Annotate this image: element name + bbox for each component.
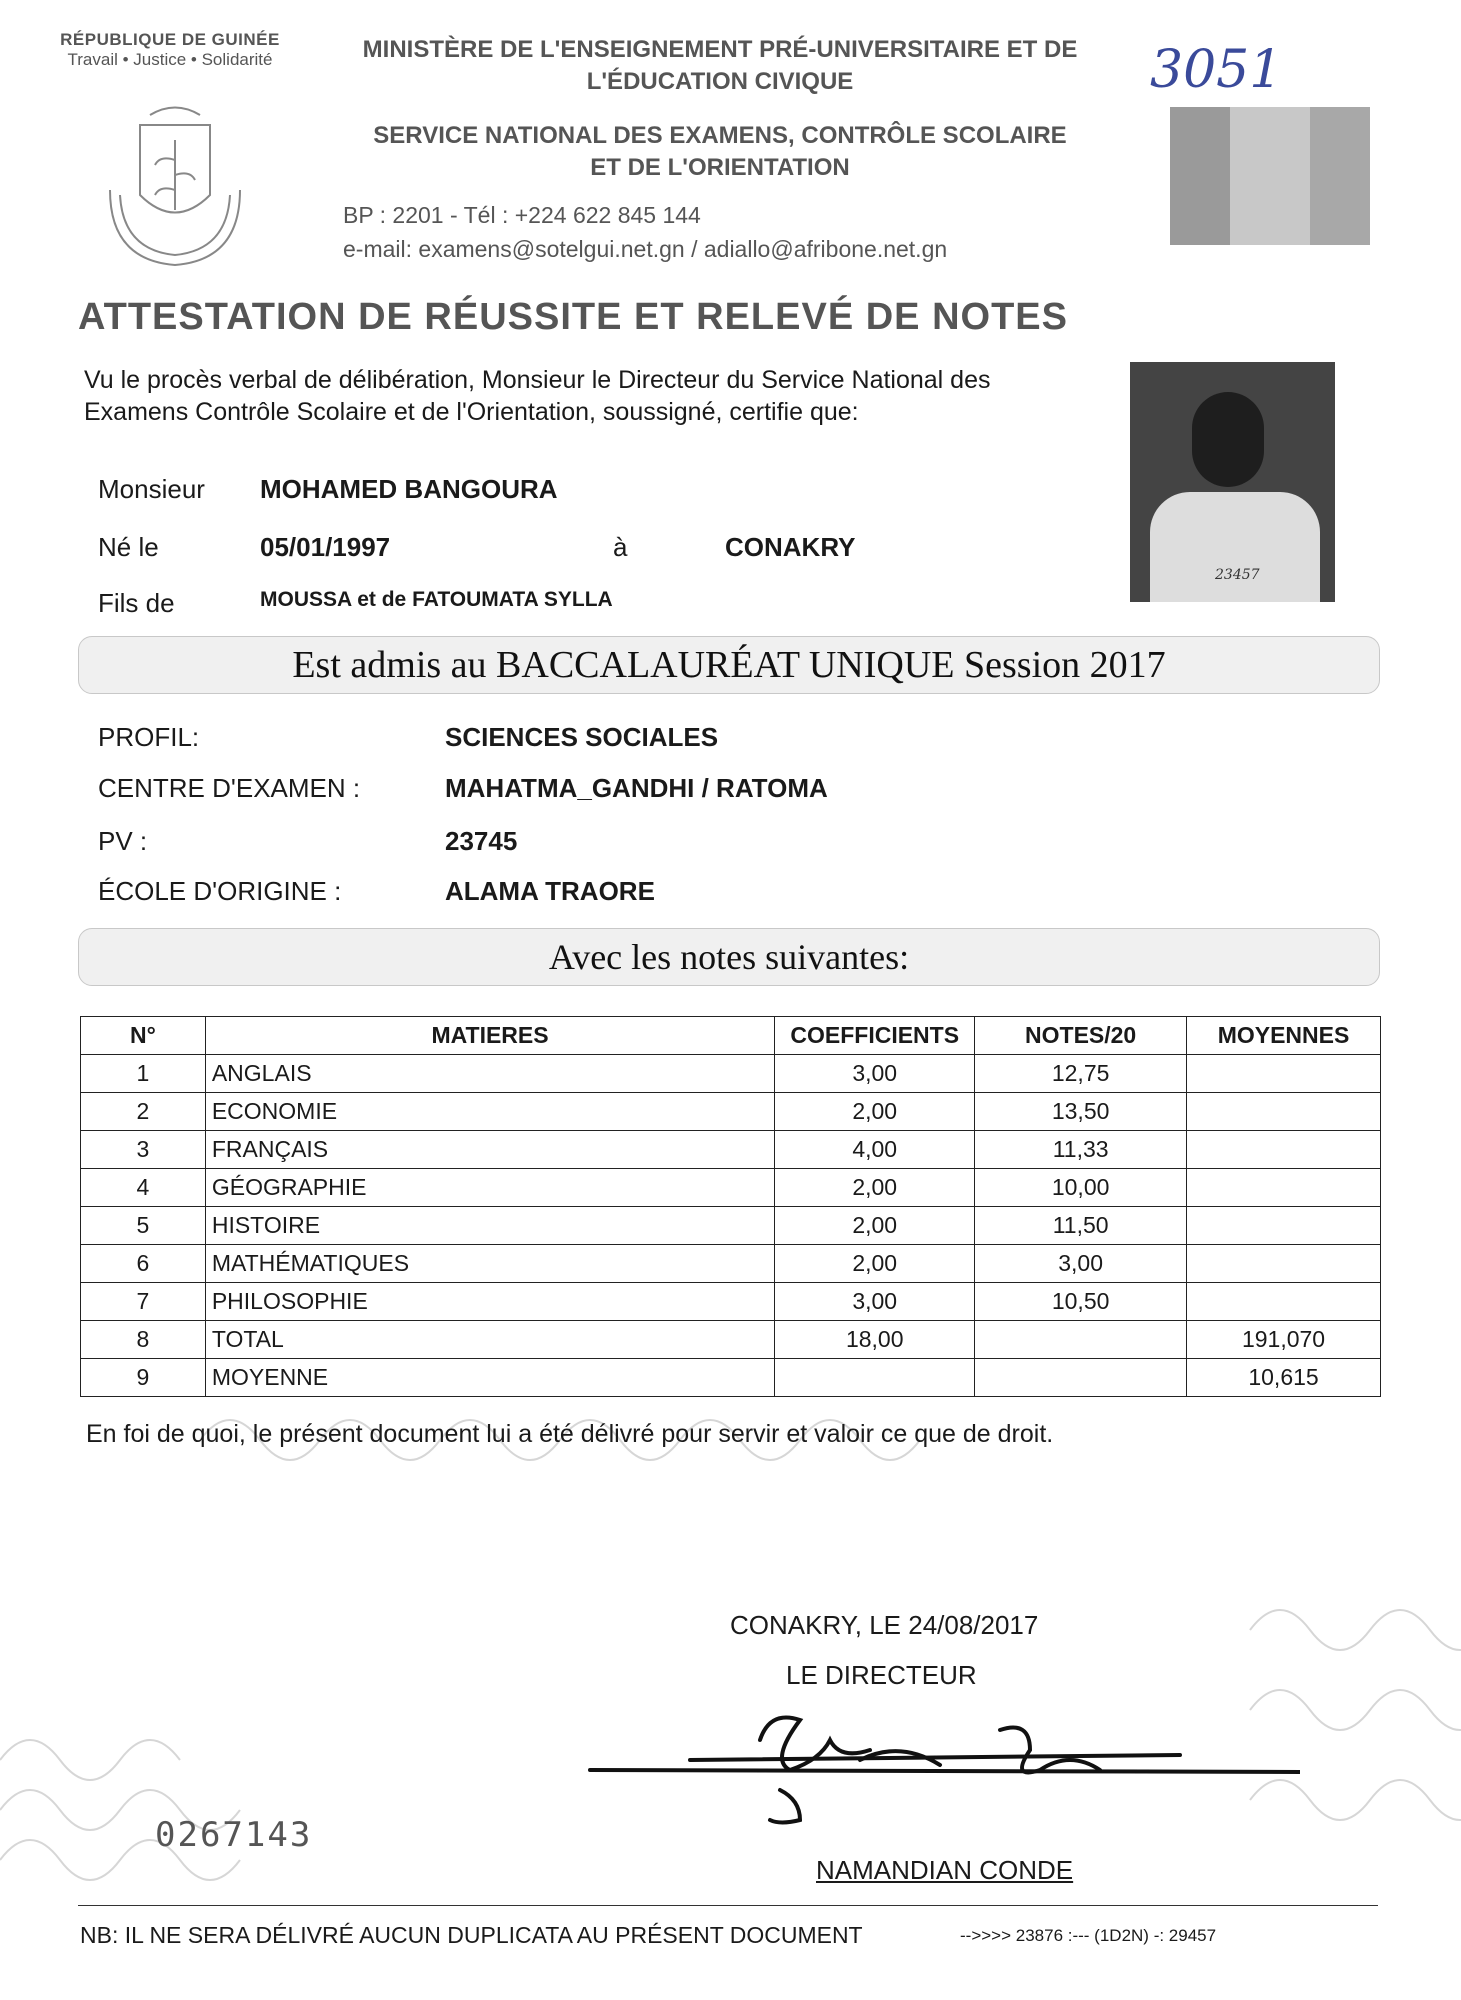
document-title: ATTESTATION DE RÉUSSITE ET RELEVÉ DE NOTES xyxy=(78,296,1068,338)
birth-place: CONAKRY xyxy=(725,532,856,562)
exam-center-value: MAHATMA_GANDHI / RATOMA xyxy=(445,773,828,803)
security-wave-pattern xyxy=(0,1380,1461,1940)
origin-school-label: ÉCOLE D'ORIGINE : xyxy=(98,876,342,906)
service-line-1: SERVICE NATIONAL DES EXAMENS, CONTRÔLE SCOLAIRE xyxy=(373,122,1067,149)
director-signature xyxy=(580,1700,1300,1830)
table-row xyxy=(81,1207,1381,1245)
cell-average xyxy=(1187,1283,1381,1321)
republic-name: RÉPUBLIQUE DE GUINÉE xyxy=(60,30,280,49)
pv-value: 23745 xyxy=(445,826,518,856)
photo-head xyxy=(1192,392,1264,487)
grades-header-row xyxy=(81,1017,1381,1055)
pv-label: PV : xyxy=(98,826,148,856)
cell-average xyxy=(1187,1245,1381,1283)
cell-coefficient: 3,00 xyxy=(775,1283,975,1321)
cell-subject: MATHÉMATIQUES xyxy=(205,1245,774,1283)
table-row xyxy=(81,1245,1381,1283)
footer-divider xyxy=(78,1905,1378,1906)
cell-coefficient: 4,00 xyxy=(775,1131,975,1169)
signer-name: NAMANDIAN CONDE xyxy=(816,1855,1074,1885)
profile-label: PROFIL: xyxy=(98,722,200,752)
cell-note: 10,00 xyxy=(975,1169,1187,1207)
notes-heading: Avec les notes suivantes: xyxy=(78,928,1380,986)
header-averages: MOYENNES xyxy=(1187,1017,1381,1055)
place-date: CONAKRY, LE 24/08/2017 xyxy=(730,1610,1039,1640)
born-label: Né le xyxy=(98,532,159,562)
cell-subject: ANGLAIS xyxy=(205,1055,774,1093)
cell-note: 3,00 xyxy=(975,1245,1187,1283)
service-name xyxy=(320,120,1120,184)
header-notes: NOTES/20 xyxy=(975,1017,1187,1055)
photo-number: 23457 xyxy=(1215,567,1260,583)
service-line-2: ET DE L'ORIENTATION xyxy=(590,154,850,181)
cell-coefficient: 2,00 xyxy=(775,1169,975,1207)
cell-number: 2 xyxy=(81,1093,206,1131)
photo-shirt xyxy=(1150,492,1320,602)
at-label: à xyxy=(613,532,628,562)
handwritten-number: 3051 xyxy=(1150,40,1283,100)
cell-number: 8 xyxy=(81,1321,206,1359)
grades-table xyxy=(80,1016,1381,1397)
table-row xyxy=(81,1169,1381,1207)
header-coefficients: COEFFICIENTS xyxy=(775,1017,975,1055)
admission-banner: Est admis au BACCALAURÉAT UNIQUE Session 2017 xyxy=(78,636,1380,694)
cell-subject: ECONOMIE xyxy=(205,1093,774,1131)
intro-text: Vu le procès verbal de délibération, Monsieur le Directeur du Service National des Examens Contrôle Scolaire et de l'Orientation, soussigné, certifie que: xyxy=(84,366,991,426)
origin-school-value: ALAMA TRAORE xyxy=(445,876,655,906)
ministry-name xyxy=(320,34,1120,98)
flag-stamp xyxy=(1170,107,1370,245)
cell-average: 191,070 xyxy=(1187,1321,1381,1359)
ministry-line-1: MINISTÈRE DE L'ENSEIGNEMENT PRÉ-UNIVERSITAIRE ET DE xyxy=(362,36,1078,63)
cell-number: 4 xyxy=(81,1169,206,1207)
cell-average xyxy=(1187,1131,1381,1169)
cell-coefficient: 3,00 xyxy=(775,1055,975,1093)
cell-subject: TOTAL xyxy=(205,1321,774,1359)
footer-reference: -->>>> 23876 :--- (1D2N) -: 29457 xyxy=(960,1926,1217,1945)
table-row xyxy=(81,1093,1381,1131)
header-number: N° xyxy=(81,1017,206,1055)
cell-average xyxy=(1187,1055,1381,1093)
cell-note xyxy=(975,1359,1187,1397)
cell-average xyxy=(1187,1093,1381,1131)
student-photo xyxy=(1130,362,1335,602)
cell-coefficient: 2,00 xyxy=(775,1093,975,1131)
birth-date: 05/01/1997 xyxy=(260,532,391,562)
cell-average xyxy=(1187,1169,1381,1207)
title-label: Monsieur xyxy=(98,474,205,504)
cell-note: 10,50 xyxy=(975,1283,1187,1321)
closing-statement: En foi de quoi, le présent document lui a été délivré pour servir et valoir ce que de droit. xyxy=(86,1420,1054,1448)
republic-motto: Travail • Justice • Solidarité xyxy=(67,50,273,69)
cell-note: 11,50 xyxy=(975,1207,1187,1245)
cell-subject: HISTOIRE xyxy=(205,1207,774,1245)
cell-subject: MOYENNE xyxy=(205,1359,774,1397)
student-name: MOHAMED BANGOURA xyxy=(260,474,558,504)
cell-number: 7 xyxy=(81,1283,206,1321)
cell-subject: GÉOGRAPHIE xyxy=(205,1169,774,1207)
table-row xyxy=(81,1131,1381,1169)
cell-note: 13,50 xyxy=(975,1093,1187,1131)
cell-number: 6 xyxy=(81,1245,206,1283)
parents: MOUSSA et de FATOUMATA SYLLA xyxy=(260,588,613,611)
cell-coefficient: 2,00 xyxy=(775,1207,975,1245)
republic-header xyxy=(40,30,300,70)
parents-label: Fils de xyxy=(98,588,175,618)
cell-note: 12,75 xyxy=(975,1055,1187,1093)
grades-body xyxy=(81,1055,1381,1397)
cell-number: 3 xyxy=(81,1131,206,1169)
cell-note: 11,33 xyxy=(975,1131,1187,1169)
contact-email: e-mail: examens@sotelgui.net.gn / adiallo@afribone.net.gn xyxy=(343,236,948,262)
table-row xyxy=(81,1321,1381,1359)
cell-subject: PHILOSOPHIE xyxy=(205,1283,774,1321)
ministry-line-2: L'ÉDUCATION CIVIQUE xyxy=(586,68,854,95)
table-row xyxy=(81,1055,1381,1093)
coat-of-arms-emblem xyxy=(95,100,255,270)
exam-center-label: CENTRE D'EXAMEN : xyxy=(98,773,361,803)
cell-average xyxy=(1187,1207,1381,1245)
footer-notice: NB: IL NE SERA DÉLIVRÉ AUCUN DUPLICATA AU PRÉSENT DOCUMENT xyxy=(80,1922,863,1948)
cell-subject: FRANÇAIS xyxy=(205,1131,774,1169)
table-row xyxy=(81,1283,1381,1321)
profile-value: SCIENCES SOCIALES xyxy=(445,722,719,752)
cell-number: 1 xyxy=(81,1055,206,1093)
cell-coefficient: 18,00 xyxy=(775,1321,975,1359)
contact-info xyxy=(343,198,947,266)
header-subjects: MATIERES xyxy=(205,1017,774,1055)
signer-role: LE DIRECTEUR xyxy=(786,1660,977,1690)
table-row xyxy=(81,1359,1381,1397)
cell-average: 10,615 xyxy=(1187,1359,1381,1397)
cell-coefficient: 2,00 xyxy=(775,1245,975,1283)
cell-number: 9 xyxy=(81,1359,206,1397)
cell-note xyxy=(975,1321,1187,1359)
cell-number: 5 xyxy=(81,1207,206,1245)
contact-bp: BP : 2201 - Tél : +224 622 845 144 xyxy=(343,202,701,228)
serial-number: 0267143 xyxy=(155,1815,313,1855)
cell-coefficient xyxy=(775,1359,975,1397)
